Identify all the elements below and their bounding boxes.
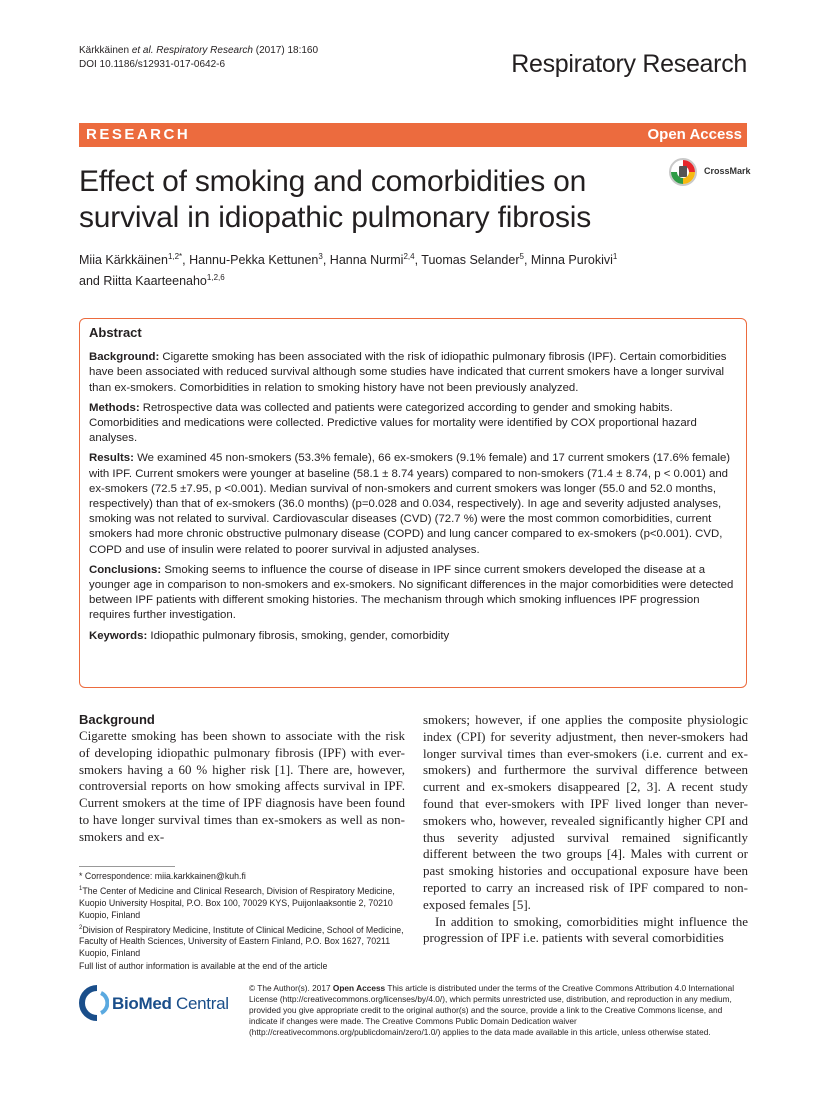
biomed-central-icon [79, 985, 109, 1021]
open-access-label[interactable]: Open Access [647, 126, 742, 143]
abstract-results: Results: We examined 45 non-smokers (53.3% female), 66 ex-smokers (9.1% female) and 17 current smokers (17.6% female) with IPF. Current smokers were younger at baseline (58.1 ± 8.74 years) compared to non-smokers (71.4 ± 8.74, p < 0.001) and ex-smokers (72.5 ±7.95, p <0.001). Median survival of non-smokers and current smokers was longer (55.0 and 52.0 months, respectively) than that of ex-smokers (36.0 months) (p=0.028 and 0.034, respectively). In age and severity adjusted analyses, smoking was not related to survival. Cardiovascular diseases (CVD) (72.7 %) were the most common comorbidities, current smokers had more chronic obstructive pulmonary disease (COPD) and lung cancer compared to ex-smokers (p<0.001). CVD, COPD and use of insulin were related to poorer survival in adjusted analyses. [89, 452, 731, 556]
article-title: Effect of smoking and comorbidities on survival in idiopathic pulmonary fibrosis [79, 165, 592, 234]
biomed-central-logo[interactable] [79, 985, 239, 1025]
crossmark-label: CrossMark [704, 166, 751, 176]
section-heading-background: Background [79, 712, 155, 727]
author-line-2: and Riitta Kaarteenaho$^{1,2,6}$ [79, 273, 225, 289]
author-list [79, 248, 749, 290]
footnote-rule [79, 866, 175, 867]
abstract-box [79, 318, 747, 688]
journal-name: Respiratory Research [511, 50, 747, 78]
citation-line: Kärkkäinen et al. Respiratory Research (2017) 18:160 [79, 45, 319, 56]
abstract-heading: Abstract [89, 325, 142, 340]
body-column-left [79, 712, 405, 846]
body-paragraph: smokers; however, if one applies the composite physiologic index (CPI) for severity adjustment, then never-smokers had longer survival times than ever-smokers (i.e. current and ex-smokers) and furthermore the survival difference between current and ex-smokers disappeared [2, 3]. A recent study found that ever-smokers with IPF lived longer than never-smokers who, however, revealed significantly higher CPI and thus severity adjusted survival remained significantly different between the two groups [4]. Males with current or past smoking histories and occupational exposure have been reported to carry an increased risk of IPF compared to non-exposed females [5]. [423, 712, 748, 912]
affiliation-1: $^1$The Center of Medicine and Clinical Research, Division of Respiratory Medicine, Kuopio University Hospital, P.O. Box 100, 70029 KYS, Puijonlaaksontie 2, 70210 Kuopio, Finland [79, 885, 395, 920]
abstract-methods: Methods: Retrospective data was collected and patients were categorized according to gender and smoking habits. Comorbidities and medications were collected. Predictive values for mortality were identified by COX proportional hazard analyses. [89, 401, 697, 445]
doi: DOI 10.1186/s12931-017-0642-6 [79, 59, 226, 70]
running-header [79, 44, 318, 72]
author[interactable]: Hanna Nurmi$^{2,4}$ [329, 252, 415, 268]
biomed-central-wordmark: BioMed Central [112, 994, 229, 1013]
author-line-1: Miia Kärkkäinen$^{1,2*}$, Hannu-Pekka Kettunen$^3$, Hanna Nurmi$^{2,4}$, Tuomas Selander$^5$, Minna Purokivi$^1$ [79, 252, 618, 268]
abstract-conclusions: Conclusions: Smoking seems to influence the course of disease in IPF since current smokers developed the disease at a younger age in comparison to non-smokers and ex-smokers. No significant differences in the major comorbidities were detected between IPF patients with different smoking histories. The mechanism through which smoking influences IPF progression requires further investigation. [89, 563, 734, 622]
abstract-keywords: Keywords: Idiopathic pulmonary fibrosis, smoking, gender, comorbidity [89, 629, 450, 642]
author[interactable]: Tuomas Selander$^5$ [421, 252, 524, 268]
footnotes [79, 871, 405, 974]
abstract-background: Background: Cigarette smoking has been associated with the risk of idiopathic pulmonary fibrosis (IPF). Certain comorbidities have been associated with reduced survival although some studies have indicated that current smokers have a longer survival than ex-smokers. Comorbidities in relation to smoking history have not been previously analyzed. [89, 351, 727, 394]
author[interactable]: Miia Kärkkäinen$^{1,2*}$ [79, 252, 183, 268]
author[interactable]: Hannu-Pekka Kettunen$^3$ [189, 252, 323, 268]
crossmark-icon [668, 157, 700, 187]
article-type-label: RESEARCH [86, 126, 191, 143]
license-statement: © The Author(s). 2017 Open Access This article is distributed under the terms of the Creative Commons Attribution 4.0 International License (http://creativecommons.org/licenses/by/4.0/), which permits unrestricted use, distribution, and reproduction in any medium, provided you give appropriate credit to the original author(s) and the source, provide a link to the Creative Commons license, and indicate if changes were made. The Creative Commons Public Domain Dedication waiver (http://creativecommons.org/publicdomain/zero/1.0/) applies to the data made available in this article, unless otherwise stated. [249, 983, 735, 1037]
body-paragraph: In addition to smoking, comorbidities might influence the progression of IPF i.e. patients with several comorbidities [423, 913, 748, 946]
author[interactable]: Riitta Kaarteenaho$^{1,2,6}$ [103, 273, 225, 289]
author[interactable]: Minna Purokivi$^1$ [530, 252, 618, 268]
author-info-note: Full list of author information is available at the end of the article [79, 961, 328, 972]
crossmark-badge[interactable] [668, 157, 751, 187]
article-type-banner [79, 123, 747, 147]
affiliation-2: $^2$Division of Respiratory Medicine, Institute of Clinical Medicine, School of Medicine, Faculty of Health Sciences, University of Eastern Finland, P.O. Box 1627, 70211 Kuopio, Finland [79, 924, 404, 959]
body-paragraph: Cigarette smoking has been shown to associate with the risk of developing idiopathic pulmonary fibrosis (IPF) with ever-smokers having a 60 % higher risk [1]. There are, however, controversial reports on how smoking affects survival in IPF. Current smokers at the time of IPF diagnosis have been found to have longer survival times than ex-smokers as well as non-smokers and ex- [79, 728, 405, 844]
body-column-right [423, 712, 748, 947]
correspondence[interactable]: * Correspondence: miia.karkkainen@kuh.fi [79, 871, 246, 881]
